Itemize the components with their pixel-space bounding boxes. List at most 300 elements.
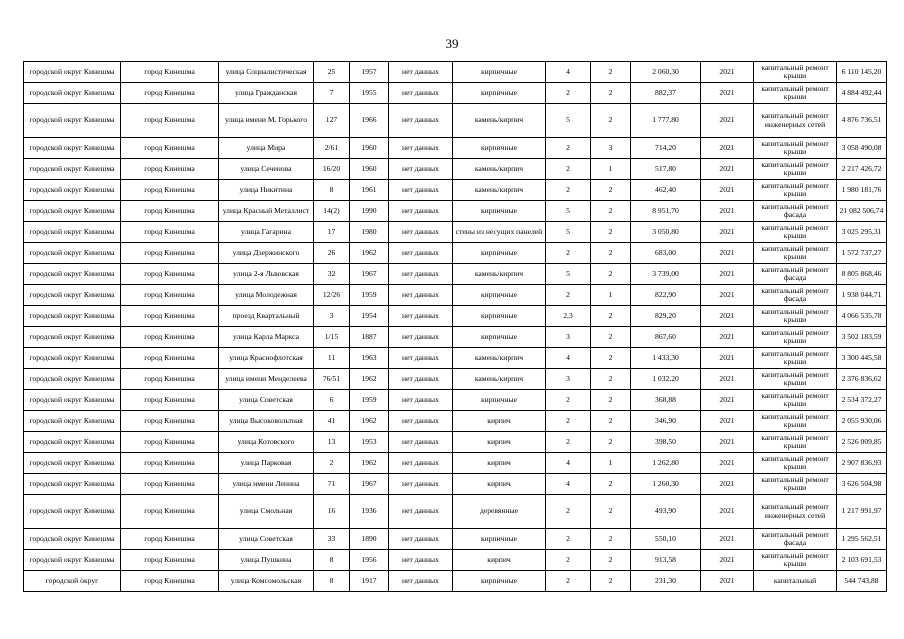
- data-status-cell: нет данных: [389, 62, 453, 83]
- build-year-cell: 1961: [350, 180, 389, 201]
- street-cell: улица Дзержинского: [219, 243, 314, 264]
- cost-cell: 4 066 535,78: [837, 306, 887, 327]
- house-number-cell: 33: [314, 529, 350, 550]
- build-year-cell: 1960: [350, 138, 389, 159]
- area-cell: 867,60: [631, 327, 701, 348]
- entrances-cell: 1: [591, 159, 631, 180]
- settlement-cell: город Кинешма: [121, 264, 219, 285]
- floors-cell: 4: [546, 62, 591, 83]
- plan-year-cell: 2021: [701, 83, 754, 104]
- house-number-cell: 26: [314, 243, 350, 264]
- work-type-cell: капитальный ремонт крыши: [754, 159, 837, 180]
- work-type-cell: капитальный ремонт крыши: [754, 306, 837, 327]
- entrances-cell: 2: [591, 104, 631, 138]
- settlement-cell: город Кинешма: [121, 180, 219, 201]
- build-year-cell: 1936: [350, 495, 389, 529]
- floors-cell: 2: [546, 432, 591, 453]
- area-cell: 2 060,30: [631, 62, 701, 83]
- wall-material-cell: камень/кирпич: [453, 104, 546, 138]
- street-cell: улица Котовского: [219, 432, 314, 453]
- area-cell: 1 777,80: [631, 104, 701, 138]
- settlement-cell: город Кинешма: [121, 369, 219, 390]
- data-status-cell: нет данных: [389, 453, 453, 474]
- house-number-cell: 127: [314, 104, 350, 138]
- settlement-cell: город Кинешма: [121, 474, 219, 495]
- cost-cell: 1 980 181,76: [837, 180, 887, 201]
- entrances-cell: 2: [591, 264, 631, 285]
- work-type-cell: капитальный ремонт крыши: [754, 432, 837, 453]
- settlement-cell: город Кинешма: [121, 62, 219, 83]
- settlement-cell: город Кинешма: [121, 138, 219, 159]
- street-cell: улица Карла Маркса: [219, 327, 314, 348]
- table-row: [24, 571, 887, 592]
- settlement-cell: город Кинешма: [121, 348, 219, 369]
- entrances-cell: 1: [591, 453, 631, 474]
- house-number-cell: 2: [314, 453, 350, 474]
- build-year-cell: 1967: [350, 474, 389, 495]
- municipality-cell: городской округ Кинешма: [24, 306, 121, 327]
- settlement-cell: город Кинешма: [121, 411, 219, 432]
- wall-material-cell: кирпичные: [453, 201, 546, 222]
- entrances-cell: 2: [591, 83, 631, 104]
- work-type-cell: капитальный ремонт крыши: [754, 390, 837, 411]
- floors-cell: 2: [546, 285, 591, 306]
- wall-material-cell: кирпич: [453, 474, 546, 495]
- data-status-cell: нет данных: [389, 432, 453, 453]
- data-status-cell: нет данных: [389, 495, 453, 529]
- settlement-cell: город Кинешма: [121, 159, 219, 180]
- cost-cell: 1 938 044,71: [837, 285, 887, 306]
- area-cell: 882,37: [631, 83, 701, 104]
- build-year-cell: 1962: [350, 243, 389, 264]
- wall-material-cell: деревянные: [453, 495, 546, 529]
- data-status-cell: нет данных: [389, 138, 453, 159]
- wall-material-cell: камень/кирпич: [453, 369, 546, 390]
- house-number-cell: 7: [314, 83, 350, 104]
- entrances-cell: 2: [591, 495, 631, 529]
- settlement-cell: город Кинешма: [121, 550, 219, 571]
- work-type-cell: капитальный ремонт крыши: [754, 222, 837, 243]
- plan-year-cell: 2021: [701, 550, 754, 571]
- settlement-cell: город Кинешма: [121, 83, 219, 104]
- build-year-cell: 1957: [350, 62, 389, 83]
- street-cell: улица Никитина: [219, 180, 314, 201]
- floors-cell: 2: [546, 159, 591, 180]
- entrances-cell: 2: [591, 529, 631, 550]
- street-cell: улица Социалистическая: [219, 62, 314, 83]
- house-number-cell: 25: [314, 62, 350, 83]
- cost-cell: 2 376 836,62: [837, 369, 887, 390]
- area-cell: 829,20: [631, 306, 701, 327]
- build-year-cell: 1967: [350, 264, 389, 285]
- entrances-cell: 2: [591, 474, 631, 495]
- plan-year-cell: 2021: [701, 327, 754, 348]
- build-year-cell: 1887: [350, 327, 389, 348]
- work-type-cell: капитальный ремонт фасада: [754, 285, 837, 306]
- data-status-cell: нет данных: [389, 104, 453, 138]
- cost-cell: 2 907 836,93: [837, 453, 887, 474]
- municipality-cell: городской округ Кинешма: [24, 474, 121, 495]
- table-row: [24, 104, 887, 138]
- entrances-cell: 2: [591, 411, 631, 432]
- cost-cell: 2 217 426,72: [837, 159, 887, 180]
- area-cell: 8 951,70: [631, 201, 701, 222]
- area-cell: 550,10: [631, 529, 701, 550]
- area-cell: 346,90: [631, 411, 701, 432]
- table-row: [24, 201, 887, 222]
- cost-cell: 544 743,88: [837, 571, 887, 592]
- data-status-cell: нет данных: [389, 306, 453, 327]
- table-row: [24, 306, 887, 327]
- municipality-cell: городской округ Кинешма: [24, 138, 121, 159]
- wall-material-cell: кирпичные: [453, 571, 546, 592]
- floors-cell: 2: [546, 495, 591, 529]
- work-type-cell: капитальный ремонт крыши: [754, 453, 837, 474]
- entrances-cell: 2: [591, 180, 631, 201]
- cost-cell: 8 805 868,46: [837, 264, 887, 285]
- table-row: [24, 243, 887, 264]
- street-cell: улица Гагарина: [219, 222, 314, 243]
- wall-material-cell: камень/кирпич: [453, 348, 546, 369]
- area-cell: 398,50: [631, 432, 701, 453]
- floors-cell: 4: [546, 348, 591, 369]
- entrances-cell: 2: [591, 201, 631, 222]
- municipality-cell: городской округ Кинешма: [24, 369, 121, 390]
- area-cell: 3 739,00: [631, 264, 701, 285]
- build-year-cell: 1956: [350, 550, 389, 571]
- table-row: [24, 83, 887, 104]
- work-type-cell: капитальный ремонт крыши: [754, 411, 837, 432]
- work-type-cell: капитальный ремонт крыши: [754, 62, 837, 83]
- municipality-cell: городской округ Кинешма: [24, 201, 121, 222]
- data-status-cell: нет данных: [389, 222, 453, 243]
- area-cell: 913,58: [631, 550, 701, 571]
- floors-cell: 2,3: [546, 306, 591, 327]
- table-row: [24, 529, 887, 550]
- build-year-cell: 1959: [350, 390, 389, 411]
- build-year-cell: 1990: [350, 201, 389, 222]
- work-type-cell: капитальный ремонт крыши: [754, 348, 837, 369]
- house-number-cell: 12/26: [314, 285, 350, 306]
- street-cell: улица Красный Металлист: [219, 201, 314, 222]
- wall-material-cell: камень/кирпич: [453, 180, 546, 201]
- municipality-cell: городской округ Кинешма: [24, 327, 121, 348]
- cost-cell: 3 025 295,31: [837, 222, 887, 243]
- municipality-cell: городской округ Кинешма: [24, 529, 121, 550]
- cost-cell: 3 502 183,59: [837, 327, 887, 348]
- house-number-cell: 32: [314, 264, 350, 285]
- entrances-cell: 2: [591, 62, 631, 83]
- table-row: [24, 222, 887, 243]
- floors-cell: 5: [546, 201, 591, 222]
- settlement-cell: город Кинешма: [121, 104, 219, 138]
- data-status-cell: нет данных: [389, 285, 453, 306]
- street-cell: улица Комсомольская: [219, 571, 314, 592]
- plan-year-cell: 2021: [701, 222, 754, 243]
- street-cell: улица Сеченова: [219, 159, 314, 180]
- plan-year-cell: 2021: [701, 264, 754, 285]
- entrances-cell: 2: [591, 550, 631, 571]
- build-year-cell: 1959: [350, 285, 389, 306]
- wall-material-cell: стены из несущих панелей: [453, 222, 546, 243]
- floors-cell: 2: [546, 411, 591, 432]
- wall-material-cell: кирпич: [453, 550, 546, 571]
- plan-year-cell: 2021: [701, 104, 754, 138]
- data-status-cell: нет данных: [389, 243, 453, 264]
- entrances-cell: 1: [591, 285, 631, 306]
- cost-cell: 2 103 691,53: [837, 550, 887, 571]
- table-row: [24, 550, 887, 571]
- build-year-cell: 1966: [350, 104, 389, 138]
- floors-cell: 2: [546, 138, 591, 159]
- wall-material-cell: кирпич: [453, 453, 546, 474]
- wall-material-cell: кирпичные: [453, 390, 546, 411]
- settlement-cell: город Кинешма: [121, 390, 219, 411]
- area-cell: 1 260,30: [631, 474, 701, 495]
- cost-cell: 3 300 445,58: [837, 348, 887, 369]
- table-row: [24, 474, 887, 495]
- data-status-cell: нет данных: [389, 390, 453, 411]
- settlement-cell: город Кинешма: [121, 201, 219, 222]
- municipality-cell: городской округ Кинешма: [24, 104, 121, 138]
- table-row: [24, 327, 887, 348]
- street-cell: проезд Квартальный: [219, 306, 314, 327]
- data-status-cell: нет данных: [389, 180, 453, 201]
- entrances-cell: 2: [591, 327, 631, 348]
- floors-cell: 3: [546, 369, 591, 390]
- cost-cell: 3 626 504,98: [837, 474, 887, 495]
- data-status-cell: нет данных: [389, 348, 453, 369]
- floors-cell: 2: [546, 390, 591, 411]
- data-status-cell: нет данных: [389, 264, 453, 285]
- work-type-cell: капитальный ремонт крыши: [754, 138, 837, 159]
- cost-cell: 2 055 930,06: [837, 411, 887, 432]
- plan-year-cell: 2021: [701, 474, 754, 495]
- wall-material-cell: кирпичные: [453, 83, 546, 104]
- plan-year-cell: 2021: [701, 306, 754, 327]
- house-number-cell: 16/20: [314, 159, 350, 180]
- house-number-cell: 2/61: [314, 138, 350, 159]
- data-status-cell: нет данных: [389, 550, 453, 571]
- municipality-cell: городской округ Кинешма: [24, 495, 121, 529]
- cost-cell: 2 534 372,27: [837, 390, 887, 411]
- area-cell: 3 050,80: [631, 222, 701, 243]
- wall-material-cell: кирпичные: [453, 285, 546, 306]
- wall-material-cell: камень/кирпич: [453, 264, 546, 285]
- house-number-cell: 11: [314, 348, 350, 369]
- area-cell: 683,00: [631, 243, 701, 264]
- data-status-cell: нет данных: [389, 529, 453, 550]
- settlement-cell: город Кинешма: [121, 529, 219, 550]
- area-cell: 517,80: [631, 159, 701, 180]
- street-cell: улица Краснофлотская: [219, 348, 314, 369]
- plan-year-cell: 2021: [701, 411, 754, 432]
- municipality-cell: городской округ Кинешма: [24, 83, 121, 104]
- entrances-cell: 2: [591, 369, 631, 390]
- settlement-cell: город Кинешма: [121, 243, 219, 264]
- work-type-cell: капитальный ремонт крыши: [754, 474, 837, 495]
- cost-cell: 4 884 492,44: [837, 83, 887, 104]
- housing-repair-table: [23, 61, 887, 592]
- data-status-cell: нет данных: [389, 571, 453, 592]
- municipality-cell: городской округ Кинешма: [24, 411, 121, 432]
- entrances-cell: 2: [591, 390, 631, 411]
- house-number-cell: 41: [314, 411, 350, 432]
- street-cell: улица Советская: [219, 529, 314, 550]
- floors-cell: 5: [546, 222, 591, 243]
- plan-year-cell: 2021: [701, 62, 754, 83]
- wall-material-cell: кирпич: [453, 411, 546, 432]
- entrances-cell: 2: [591, 222, 631, 243]
- build-year-cell: 1955: [350, 83, 389, 104]
- house-number-cell: 1/15: [314, 327, 350, 348]
- area-cell: 368,88: [631, 390, 701, 411]
- street-cell: улица Пушкина: [219, 550, 314, 571]
- house-number-cell: 14(2): [314, 201, 350, 222]
- build-year-cell: 1962: [350, 369, 389, 390]
- data-status-cell: нет данных: [389, 327, 453, 348]
- street-cell: улица имени М. Горького: [219, 104, 314, 138]
- table-row: [24, 285, 887, 306]
- area-cell: 822,90: [631, 285, 701, 306]
- municipality-cell: городской округ Кинешма: [24, 285, 121, 306]
- settlement-cell: город Кинешма: [121, 495, 219, 529]
- house-number-cell: 16: [314, 495, 350, 529]
- data-status-cell: нет данных: [389, 83, 453, 104]
- cost-cell: 21 082 506,74: [837, 201, 887, 222]
- plan-year-cell: 2021: [701, 369, 754, 390]
- wall-material-cell: камень/кирпич: [453, 159, 546, 180]
- work-type-cell: капитальный ремонт крыши: [754, 327, 837, 348]
- cost-cell: 1 295 562,51: [837, 529, 887, 550]
- table-row: [24, 495, 887, 529]
- house-number-cell: 13: [314, 432, 350, 453]
- build-year-cell: 1960: [350, 159, 389, 180]
- table-row: [24, 264, 887, 285]
- cost-cell: 6 110 145,20: [837, 62, 887, 83]
- plan-year-cell: 2021: [701, 138, 754, 159]
- floors-cell: 2: [546, 571, 591, 592]
- table-row: [24, 180, 887, 201]
- area-cell: 714,20: [631, 138, 701, 159]
- floors-cell: 2: [546, 83, 591, 104]
- work-type-cell: капитальный ремонт крыши: [754, 180, 837, 201]
- municipality-cell: городской округ Кинешма: [24, 550, 121, 571]
- area-cell: 231,30: [631, 571, 701, 592]
- municipality-cell: городской округ Кинешма: [24, 264, 121, 285]
- plan-year-cell: 2021: [701, 390, 754, 411]
- wall-material-cell: кирпичные: [453, 529, 546, 550]
- settlement-cell: город Кинешма: [121, 571, 219, 592]
- street-cell: улица Смольная: [219, 495, 314, 529]
- work-type-cell: капитальный ремонт крыши: [754, 243, 837, 264]
- house-number-cell: 3: [314, 306, 350, 327]
- table-row: [24, 411, 887, 432]
- table-row: [24, 138, 887, 159]
- table-row: [24, 453, 887, 474]
- wall-material-cell: кирпичные: [453, 306, 546, 327]
- floors-cell: 2: [546, 550, 591, 571]
- municipality-cell: городской округ Кинешма: [24, 222, 121, 243]
- wall-material-cell: кирпичные: [453, 62, 546, 83]
- cost-cell: 4 876 736,51: [837, 104, 887, 138]
- house-number-cell: 17: [314, 222, 350, 243]
- house-number-cell: 8: [314, 550, 350, 571]
- municipality-cell: городской округ Кинешма: [24, 348, 121, 369]
- settlement-cell: город Кинешма: [121, 327, 219, 348]
- plan-year-cell: 2021: [701, 529, 754, 550]
- floors-cell: 4: [546, 474, 591, 495]
- street-cell: улица имени Ленина: [219, 474, 314, 495]
- build-year-cell: 1890: [350, 529, 389, 550]
- data-status-cell: нет данных: [389, 159, 453, 180]
- build-year-cell: 1953: [350, 432, 389, 453]
- cost-cell: 1 572 737,27: [837, 243, 887, 264]
- build-year-cell: 1962: [350, 411, 389, 432]
- area-cell: 1 262,80: [631, 453, 701, 474]
- data-status-cell: нет данных: [389, 411, 453, 432]
- plan-year-cell: 2021: [701, 201, 754, 222]
- plan-year-cell: 2021: [701, 453, 754, 474]
- floors-cell: 2: [546, 529, 591, 550]
- municipality-cell: городской округ: [24, 571, 121, 592]
- table-row: [24, 369, 887, 390]
- street-cell: улица 2-я Львовская: [219, 264, 314, 285]
- entrances-cell: 2: [591, 432, 631, 453]
- data-status-cell: нет данных: [389, 201, 453, 222]
- cost-cell: 3 058 490,08: [837, 138, 887, 159]
- street-cell: улица Советская: [219, 390, 314, 411]
- floors-cell: 5: [546, 104, 591, 138]
- floors-cell: 4: [546, 453, 591, 474]
- plan-year-cell: 2021: [701, 495, 754, 529]
- data-status-cell: нет данных: [389, 474, 453, 495]
- work-type-cell: капитальный ремонт инженерных сетей: [754, 104, 837, 138]
- wall-material-cell: кирпичные: [453, 138, 546, 159]
- municipality-cell: городской округ Кинешма: [24, 62, 121, 83]
- street-cell: улица имени Менделеева: [219, 369, 314, 390]
- table-row: [24, 348, 887, 369]
- floors-cell: 3: [546, 327, 591, 348]
- work-type-cell: капитальный ремонт фасада: [754, 264, 837, 285]
- work-type-cell: капитальный ремонт фасада: [754, 201, 837, 222]
- area-cell: 462,40: [631, 180, 701, 201]
- house-number-cell: 6: [314, 390, 350, 411]
- municipality-cell: городской округ Кинешма: [24, 432, 121, 453]
- wall-material-cell: кирпичные: [453, 243, 546, 264]
- page-number: 39: [445, 36, 459, 51]
- house-number-cell: 76/51: [314, 369, 350, 390]
- plan-year-cell: 2021: [701, 432, 754, 453]
- settlement-cell: город Кинешма: [121, 222, 219, 243]
- plan-year-cell: 2021: [701, 571, 754, 592]
- build-year-cell: 1980: [350, 222, 389, 243]
- floors-cell: 5: [546, 264, 591, 285]
- municipality-cell: городской округ Кинешма: [24, 453, 121, 474]
- table-row: [24, 62, 887, 83]
- entrances-cell: 2: [591, 348, 631, 369]
- build-year-cell: 1962: [350, 453, 389, 474]
- house-number-cell: 8: [314, 180, 350, 201]
- work-type-cell: капитальный ремонт фасада: [754, 529, 837, 550]
- cost-cell: 2 526 009,85: [837, 432, 887, 453]
- work-type-cell: капитальный ремонт крыши: [754, 369, 837, 390]
- work-type-cell: капитальный ремонт инженерных сетей: [754, 495, 837, 529]
- area-cell: 1 032,20: [631, 369, 701, 390]
- street-cell: улица Мира: [219, 138, 314, 159]
- plan-year-cell: 2021: [701, 159, 754, 180]
- street-cell: улица Молодежная: [219, 285, 314, 306]
